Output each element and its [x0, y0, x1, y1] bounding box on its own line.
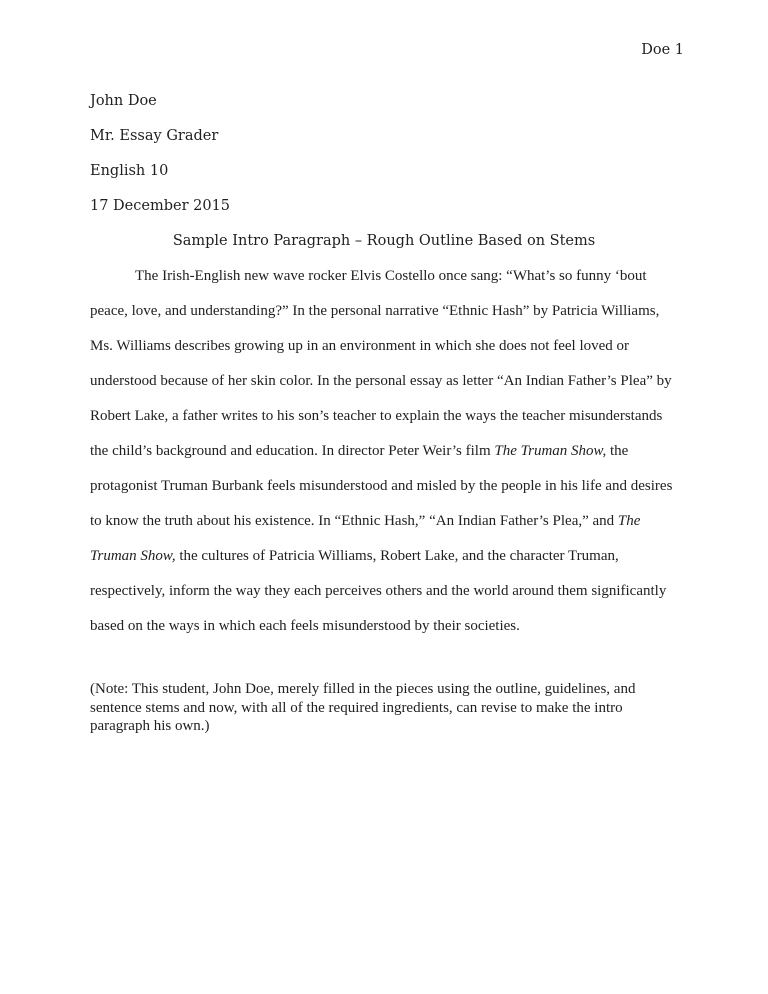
text-line: 17 December 2015 — [90, 198, 231, 214]
text-line: The Irish-English new wave rocker Elvis Costello once sang: “What’s so funny ‘bout — [135, 268, 647, 284]
text-line: sentence stems and now, with all of the required ingredients, can revise to make the intro — [90, 699, 623, 716]
text-line: Ms. Williams describes growing up in an environment in which she does not feel loved or — [90, 338, 630, 354]
text-line: Truman Show, the cultures of Patricia Williams, Robert Lake, and the character Truman, — [90, 548, 619, 564]
text-line: (Note: This student, John Doe, merely filled in the pieces using the outline, guidelines, and — [90, 681, 636, 697]
running-head — [641, 40, 684, 60]
text-line: John Doe — [90, 93, 157, 109]
text-line: Robert Lake, a father writes to his son’s teacher to explain the ways the teacher misunderstands — [90, 408, 663, 424]
text-line: English 10 — [90, 163, 169, 179]
essay-title: Sample Intro Paragraph – Rough Outline Based on Stems — [172, 233, 596, 249]
text-line: respectively, inform the way they each perceives others and the world around them significantly — [90, 583, 667, 599]
note-paragraph — [90, 680, 678, 736]
text-line: peace, love, and understanding?” In the personal narrative “Ethnic Hash” by Patricia Williams, — [90, 303, 660, 319]
page-content — [90, 84, 678, 736]
mla-heading-block — [90, 84, 678, 224]
text-line: protagonist Truman Burbank feels misunderstood and misled by the people in his life and desires — [90, 478, 673, 494]
text-line: paragraph his own.) — [90, 718, 210, 734]
text-line: to know the truth about his existence. In “Ethnic Hash,” “An Indian Father’s Plea,” and The — [90, 513, 641, 529]
text-line: based on the ways in which each feels misunderstood by their societies. — [90, 618, 520, 634]
page-number-label: Doe 1 — [641, 42, 684, 58]
text-line: understood because of her skin color. In the personal essay as letter “An Indian Father’s Plea” by — [90, 373, 672, 389]
intro-paragraph — [90, 259, 678, 644]
text-line: Mr. Essay Grader — [90, 128, 219, 144]
text-line: the child’s background and education. In director Peter Weir’s film The Truman Show, the — [90, 443, 629, 459]
